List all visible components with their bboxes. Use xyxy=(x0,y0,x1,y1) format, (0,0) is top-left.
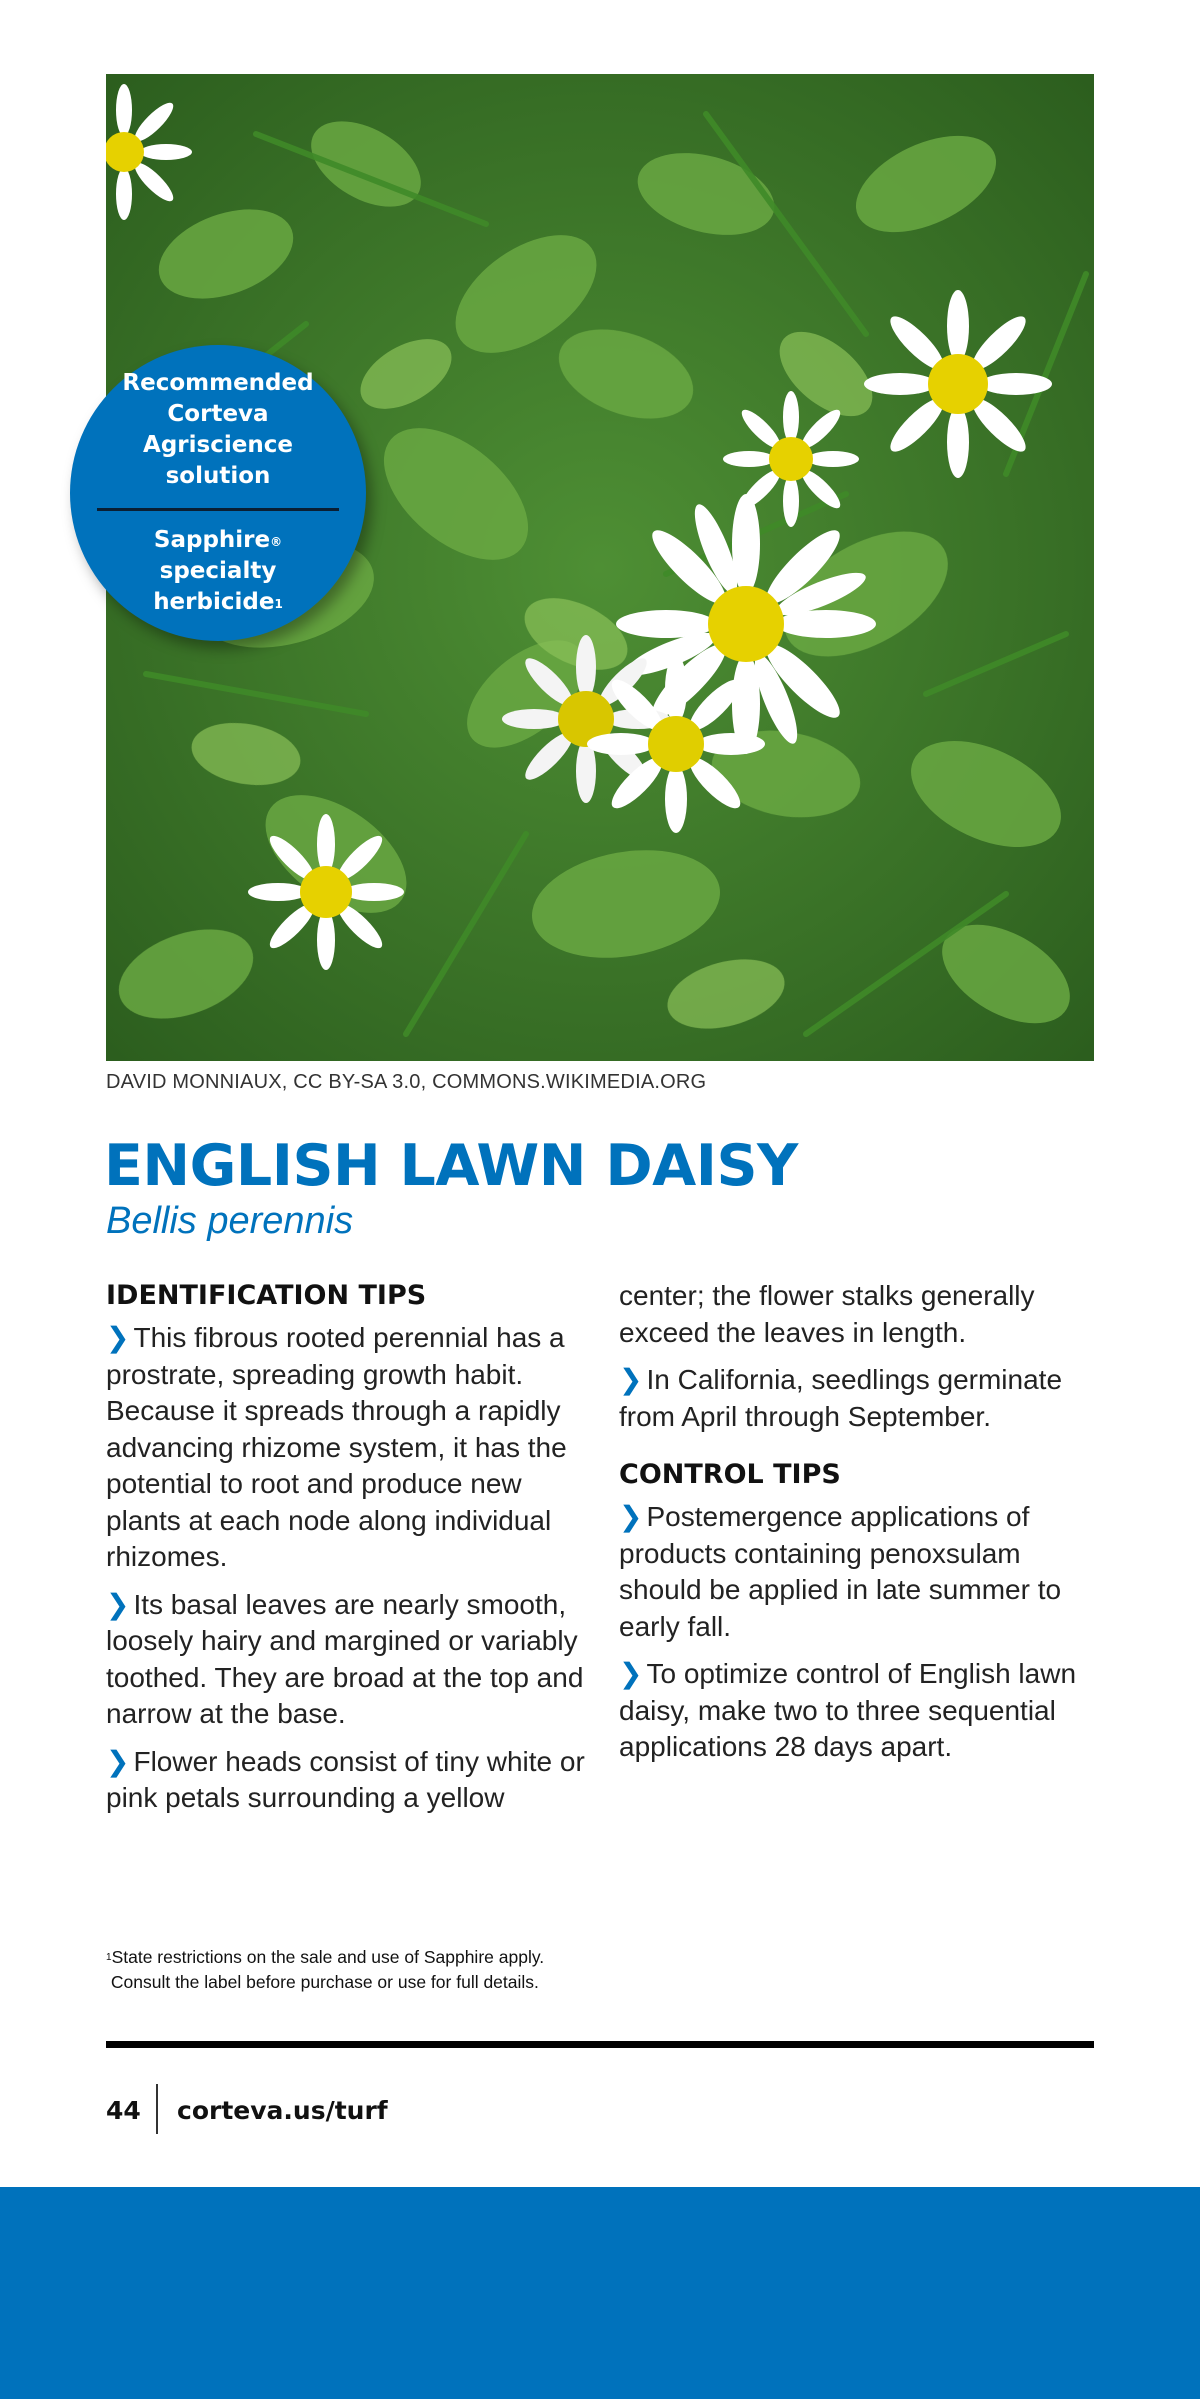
chevron-right-icon: ❯ xyxy=(106,1745,130,1777)
registered-mark: ® xyxy=(270,535,283,549)
chevron-right-icon: ❯ xyxy=(619,1501,643,1532)
scientific-name: Bellis perennis xyxy=(106,1200,354,1242)
right-column xyxy=(619,1278,1099,1777)
footnote-mark: 1 xyxy=(106,1952,112,1963)
badge-footnote-mark: 1 xyxy=(274,597,283,611)
control-tip xyxy=(619,1656,1099,1766)
chevron-right-icon: ❯ xyxy=(619,1658,643,1689)
badge-product-type: herbicide xyxy=(153,589,275,615)
badge-product-rest: specialty xyxy=(159,558,277,584)
photo-credit: DAVID MONNIAUX, CC BY-SA 3.0, COMMONS.WIKIMEDIA.ORG xyxy=(106,1071,707,1093)
chevron-right-icon: ❯ xyxy=(619,1364,643,1395)
badge-product-name: Sapphire xyxy=(153,527,271,553)
page-title: ENGLISH LAWN DAISY xyxy=(104,1133,798,1199)
identification-tips-heading: IDENTIFICATION TIPS xyxy=(106,1280,427,1311)
tip-text: To optimize control of English lawn daisy, make two to three sequential applications 28 days apart. xyxy=(619,1658,1077,1762)
page-number: 44 xyxy=(106,2096,141,2125)
chevron-right-icon: ❯ xyxy=(106,1322,130,1353)
identification-tip xyxy=(106,1744,586,1817)
badge-line-1: Recommended xyxy=(122,370,314,396)
identification-tip-continued: center; the flower stalks generally exceed the leaves in length. xyxy=(619,1280,1035,1348)
footer-color-band xyxy=(0,2187,1200,2399)
footer-separator xyxy=(156,2084,158,2134)
tip-text: This fibrous rooted perennial has a prostrate, spreading growth habit. Because it spreads through a rapidly advancing rhizome system, it has the potential to root and produce new plants at each node along individual rhizomes. xyxy=(106,1322,567,1572)
badge-divider xyxy=(97,508,339,511)
recommended-solution-badge xyxy=(70,345,366,641)
badge-product xyxy=(93,525,343,618)
identification-tip xyxy=(619,1362,1099,1435)
badge-line-2: Corteva Agriscience xyxy=(143,401,293,458)
tip-text: Its basal leaves are nearly smooth, loosely hairy and margined or variably toothed. They are broad at the top and narrow at the base. xyxy=(106,1588,584,1729)
control-tips-heading: CONTROL TIPS xyxy=(619,1459,841,1490)
badge-heading xyxy=(93,368,343,492)
footnote-line-1: State restrictions on the sale and use of Sapphire apply. xyxy=(111,1947,545,1967)
identification-tip xyxy=(106,1587,586,1733)
badge-line-3: solution xyxy=(165,463,271,489)
tip-text: Postemergence applications of products containing penoxsulam should be applied in late summer to early fall. xyxy=(619,1501,1062,1642)
footer-url[interactable]: corteva.us/turf xyxy=(177,2096,388,2125)
identification-tip xyxy=(106,1320,586,1576)
tip-text: In California, seedlings germinate from April through September. xyxy=(619,1364,1063,1432)
left-column xyxy=(106,1278,586,1828)
footer-rule xyxy=(106,2041,1094,2048)
chevron-right-icon: ❯ xyxy=(106,1588,130,1620)
footnote-line-2: Consult the label before purchase or use for full details. xyxy=(110,1972,539,1992)
footnote xyxy=(106,1945,544,1995)
tip-text: Flower heads consist of tiny white or pink petals surrounding a yellow xyxy=(106,1745,585,1813)
control-tip xyxy=(619,1499,1099,1645)
